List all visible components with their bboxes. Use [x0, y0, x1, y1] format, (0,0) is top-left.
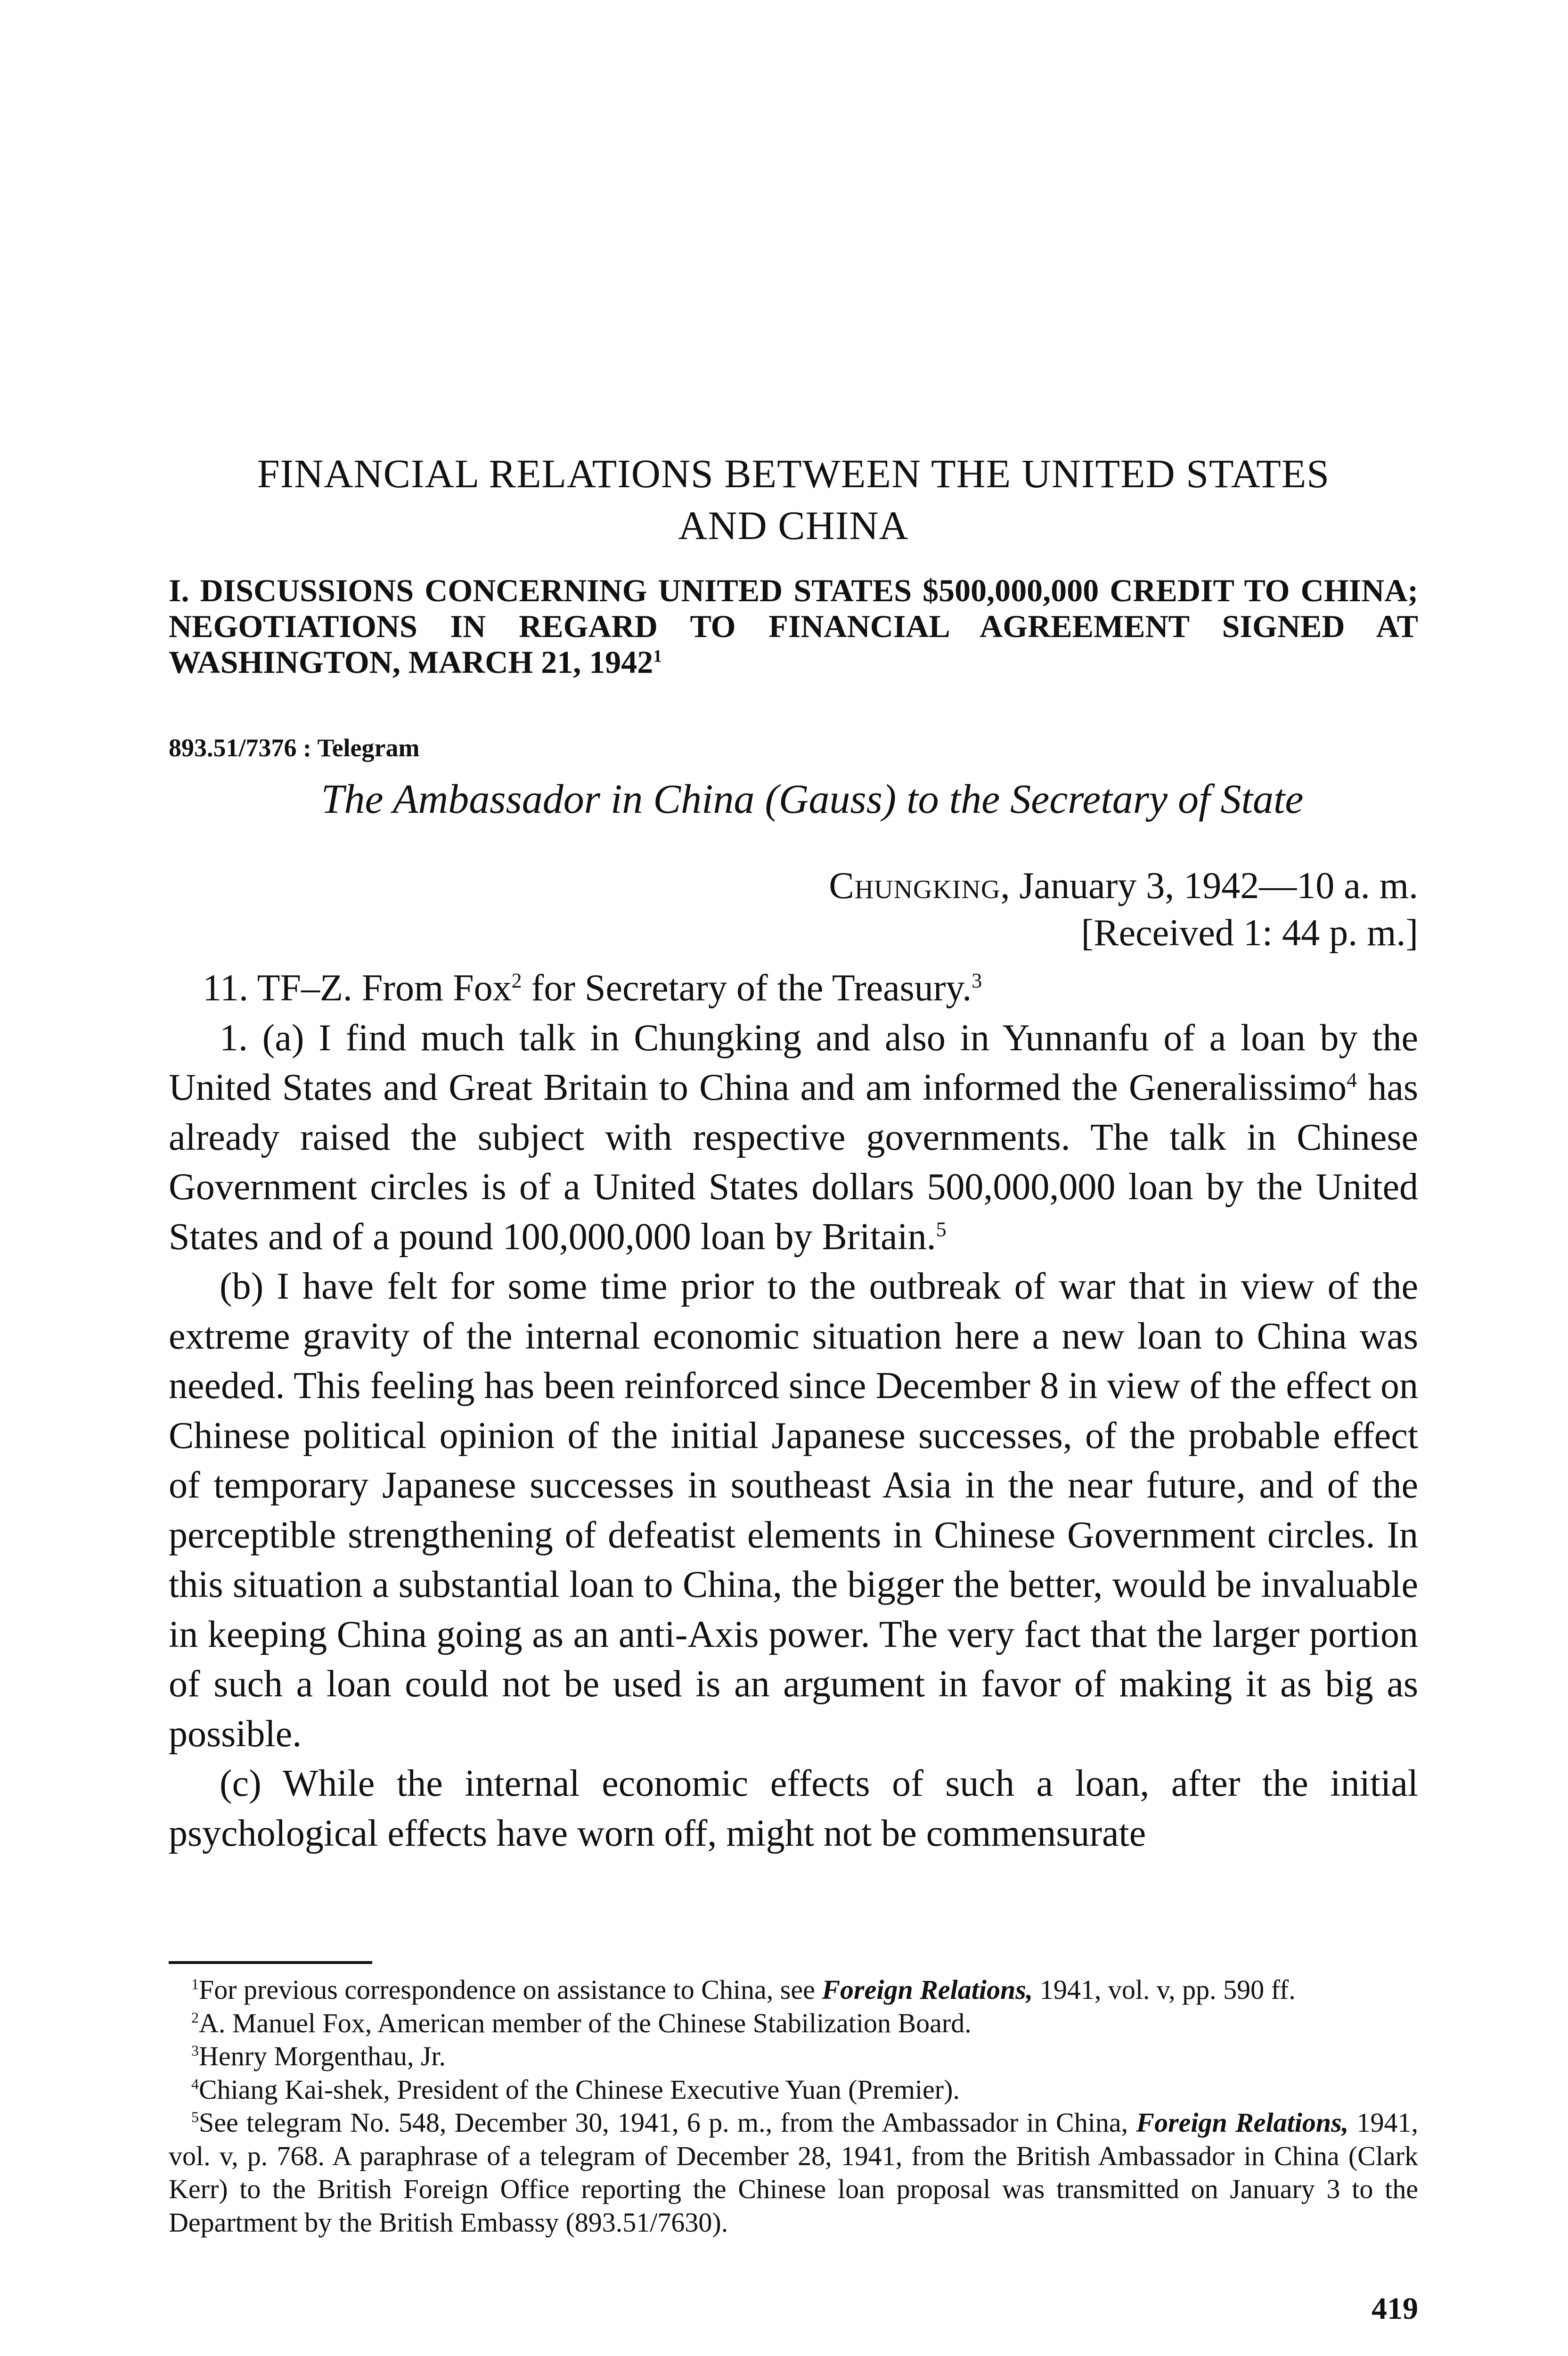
footnote-ref-3[interactable]: 3: [972, 969, 982, 992]
footnote-text: Chiang Kai-shek, President of the Chinese Executive Yuan (Premier).: [198, 2074, 960, 2105]
footnote-mark: 2: [191, 2009, 199, 2026]
footnote-text: 1941, vol. v, pp. 590 ff.: [1033, 1974, 1296, 2005]
page-title-line-2: AND CHINA: [678, 503, 909, 548]
footnote-mark: 5: [191, 2109, 199, 2126]
footnote-4: [169, 2073, 1418, 2107]
footnotes: [169, 1973, 1418, 2239]
section-heading: [169, 573, 1418, 680]
footnote-mark: 1: [191, 1976, 199, 1993]
footnote-divider: [169, 1961, 372, 1964]
body-paragraph-4: (c) While the internal economic effects of such a loan, after the initial psychological effects have worn off, might not be commensurate: [169, 1763, 1418, 1854]
footnote-citation: Foreign Relations,: [1136, 2107, 1349, 2138]
footnote-text: Henry Morgenthau, Jr.: [198, 2041, 446, 2071]
body-paragraph-2: [169, 1014, 1418, 1262]
dateline-place: Chungking: [829, 865, 1001, 907]
footnote-mark: 3: [191, 2042, 199, 2059]
footnote-2: [169, 2007, 1418, 2040]
body-paragraph-1: [169, 964, 1418, 1014]
dateline-date: , January 3, 1942—10 a. m.: [1000, 865, 1418, 907]
footnote-ref-2[interactable]: 2: [511, 969, 522, 992]
page-title-line-1: FINANCIAL RELATIONS BETWEEN THE UNITED STATES: [257, 451, 1330, 496]
footnote-ref-1[interactable]: 1: [653, 646, 662, 666]
footnote-ref-5[interactable]: 5: [936, 1217, 947, 1241]
document-heading: The Ambassador in China (Gauss) to the Secretary of State: [321, 777, 1304, 822]
footnote-3: [169, 2040, 1418, 2073]
footnote-mark: 4: [191, 2076, 199, 2093]
footnote-text: For previous correspondence on assistance to China, see: [198, 1974, 822, 2005]
section-heading-text: I. DISCUSSIONS CONCERNING UNITED STATES $500,000,000 CREDIT TO CHINA; NEGOTIATIONS IN REGARD TO FINANCIAL AGREEMENT SIGNED AT WASHINGTON, MARCH 21, 1942: [169, 573, 1418, 680]
body-text: for Secretary of the Treasury.: [522, 967, 972, 1009]
body-text: 1. (a) I find much talk in Chungking and also in Yunnanfu of a loan by the United States and Great Britain to China and am informed the Generalissimo: [169, 1017, 1418, 1108]
telegram-body: [169, 964, 1418, 1858]
footnote-text: See telegram No. 548, December 30, 1941, 6 p. m., from the Ambassador in China,: [198, 2107, 1136, 2138]
footnote-1: [169, 1973, 1418, 2007]
footnote-5: [169, 2106, 1418, 2239]
footnote-text: A. Manuel Fox, American member of the Chinese Stabilization Board.: [198, 2007, 972, 2038]
body-text: has already raised the subject with respective governments. The talk in Chinese Government circles is of a United States dollars 500,000,000 loan by the United States and of a pound 100,000,000 loan by Britain.: [169, 1067, 1419, 1258]
received-note: [Received 1: 44 p. m.]: [1081, 912, 1418, 954]
body-paragraph-3: (b) I have felt for some time prior to the outbreak of war that in view of the extreme gravity of the internal economic situation here a new loan to China was needed. This feeling has been reinforced since December 8 in view of the effect on Chinese political opinion of the initial Japanese successes, of the probable effect of temporary Japanese successes in southeast Asia in the near future, and of the perceptible strengthening of defeatist elements in Chinese Government circles. In this situation a substantial loan to China, the bigger the better, would be invaluable in keeping China going as an anti-Axis power. The very fact that the larger portion of such a loan could not be used is an argument in favor of making it as big as possible.: [169, 1266, 1418, 1755]
body-text: 11. TF–Z. From Fox: [203, 967, 512, 1009]
footnote-citation: Foreign Relations,: [822, 1974, 1033, 2005]
page-title: [169, 448, 1418, 551]
footnote-text: 1941, vol. v, p. 768. A paraphrase of a telegram of December 28, 1941, from the British Ambassador in China (Clark Kerr) to the British Foreign Office reporting the Chinese loan proposal was transmitted on January 3 to the Department by the British Embassy (893.51/7630).: [169, 2107, 1419, 2238]
page-number: 419: [1372, 2291, 1418, 2326]
footnote-ref-4[interactable]: 4: [1347, 1068, 1357, 1092]
file-reference: 893.51/7376 : Telegram: [169, 734, 420, 762]
dateline: [169, 862, 1418, 909]
